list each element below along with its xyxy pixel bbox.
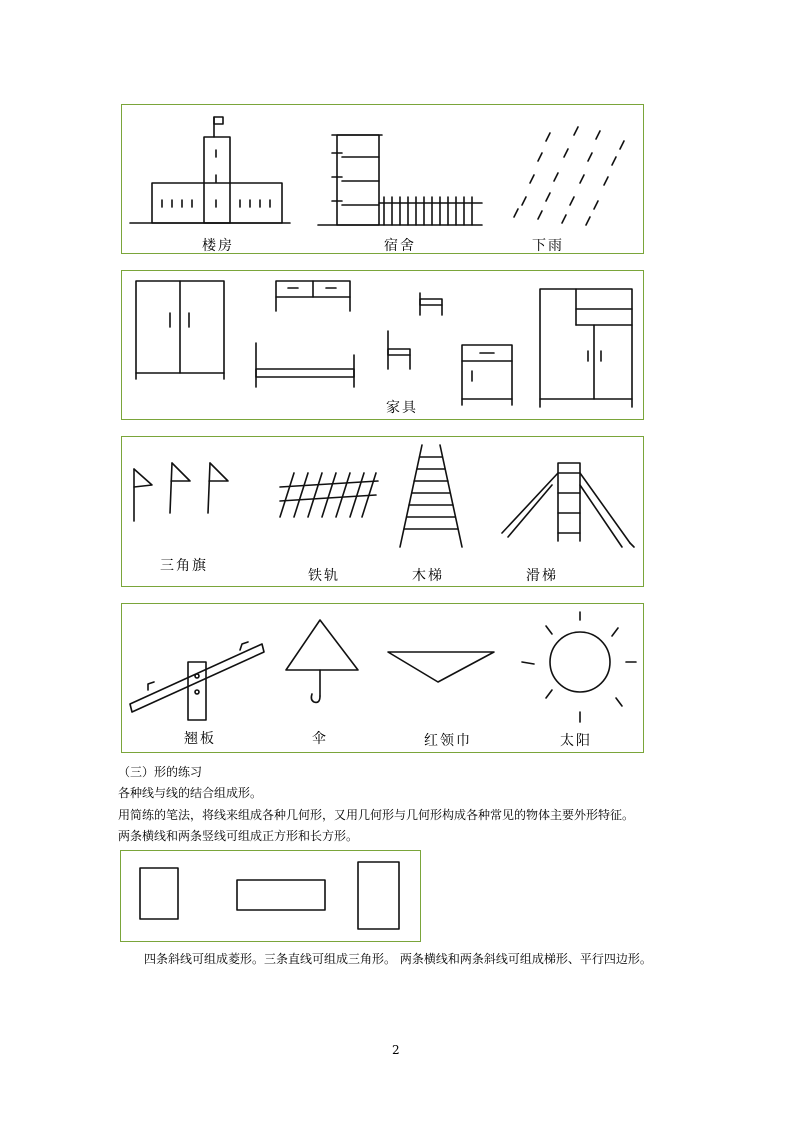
panel-furniture (121, 270, 644, 420)
bookcase-drawing (540, 289, 632, 407)
label-ladder: 木梯 (412, 568, 444, 584)
label-pennants: 三角旗 (160, 558, 208, 574)
dormitory-drawing (318, 135, 482, 225)
label-sun: 太阳 (560, 733, 592, 749)
buildings-drawing (122, 105, 645, 255)
section-heading: （三）形的练习 (118, 765, 203, 779)
rectangles-drawing (121, 851, 422, 943)
ladder-drawing (400, 445, 462, 547)
long-rectangle-drawing (237, 880, 325, 910)
red-scarf-drawing (388, 652, 494, 682)
label-railway: 铁轨 (308, 568, 340, 584)
body-line-3: 两条横线和两条竖线可组成正方形和长方形。 (118, 829, 359, 843)
label-seesaw: 翘板 (184, 731, 216, 747)
label-building: 楼房 (202, 238, 234, 254)
body-line-2: 用简练的笔法，将线来组成各种几何形，又用几何形与几何形构成各种常见的物体主要外形特征。 (118, 808, 635, 822)
railway-drawing (280, 473, 378, 517)
label-furniture: 家具 (386, 400, 418, 416)
building-drawing (130, 117, 290, 223)
label-umbrella: 伞 (312, 731, 328, 747)
square-drawing (140, 868, 178, 919)
sun-drawing (522, 612, 636, 722)
chair-drawing (388, 293, 442, 369)
panel-buildings (121, 104, 644, 254)
umbrella-drawing (286, 620, 358, 702)
body-line-4: 四条斜线可组成菱形。三条直线可组成三角形。 两条横线和两条斜线可组成梯形、平行四边形。 (144, 952, 652, 966)
desk-drawing (276, 281, 350, 311)
panel-rectangles (120, 850, 421, 942)
rain-drawing (514, 127, 624, 225)
cabinet-drawing (462, 345, 512, 405)
pennants-drawing (134, 463, 228, 521)
label-dormitory: 宿舍 (384, 238, 416, 254)
wardrobe-drawing (136, 281, 224, 379)
panel-playground (121, 436, 644, 587)
bed-drawing (256, 343, 354, 387)
furniture-drawing (122, 271, 645, 421)
panel-shapes (121, 603, 644, 753)
slide-drawing (502, 463, 634, 547)
body-line-1: 各种线与线的结合组成形。 (118, 786, 263, 800)
tall-rectangle-drawing (358, 862, 399, 929)
seesaw-drawing (130, 642, 264, 720)
label-slide: 滑梯 (526, 568, 558, 584)
label-red-scarf: 红领巾 (424, 733, 472, 749)
label-rain: 下雨 (532, 238, 564, 254)
page-number: 2 (392, 1043, 400, 1057)
